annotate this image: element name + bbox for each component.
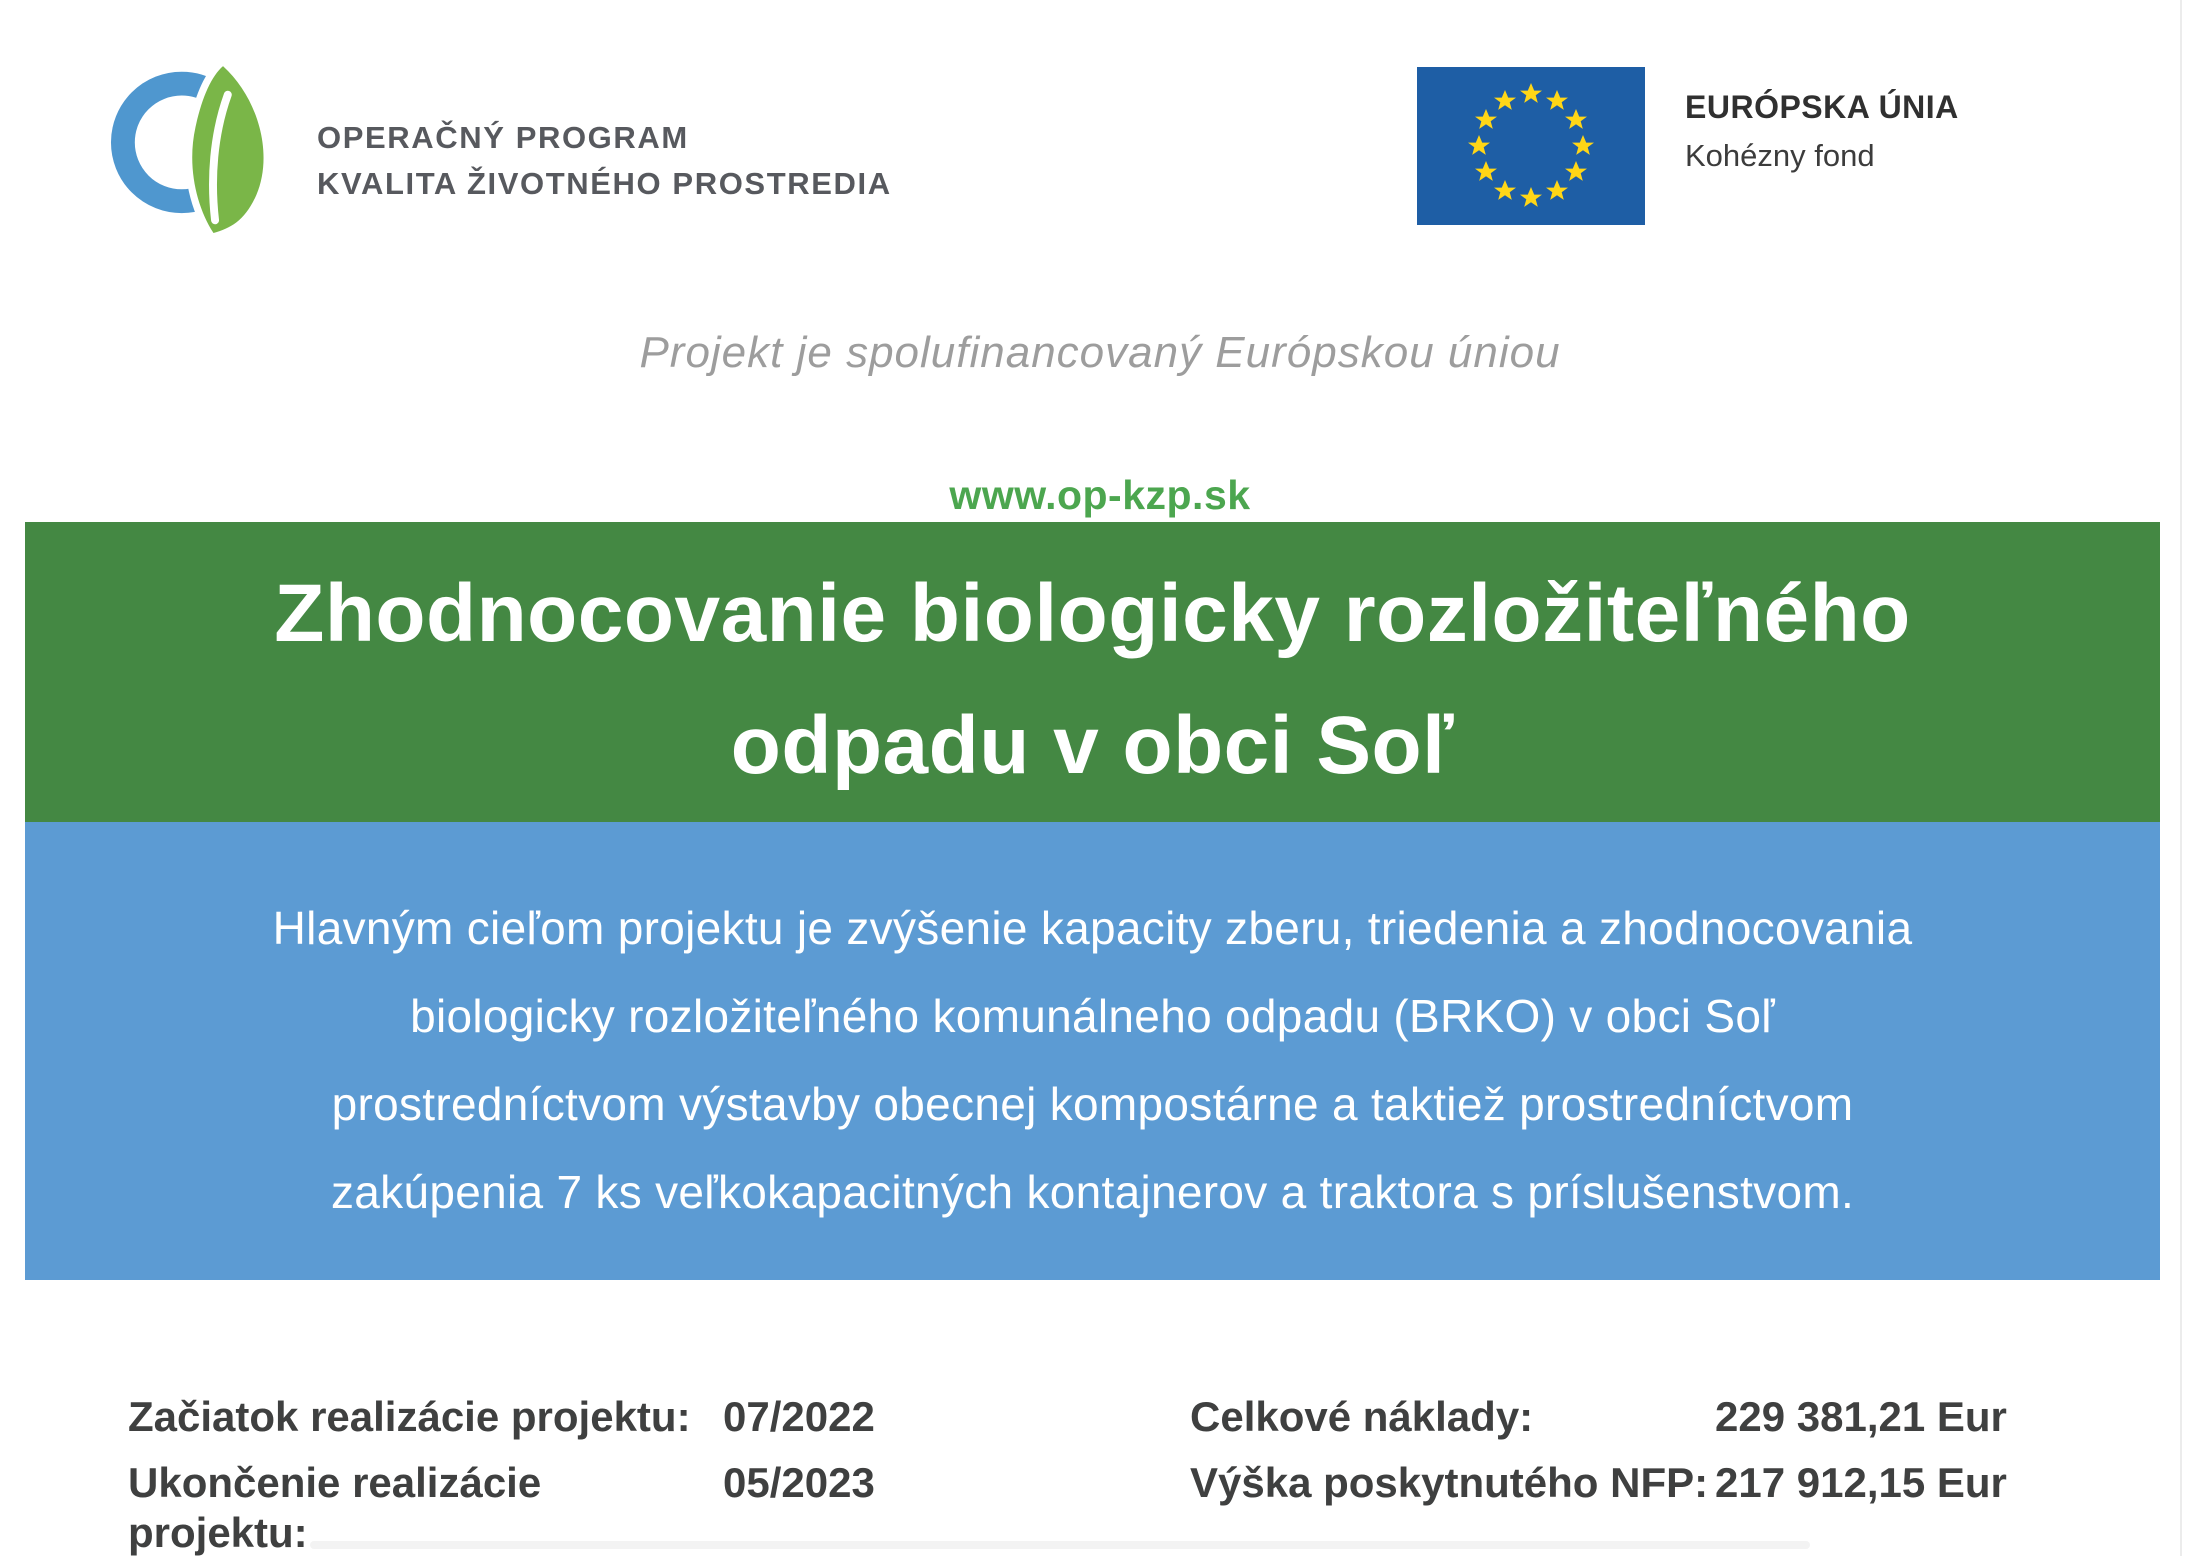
- eu-fund-label: Kohézny fond: [1685, 138, 1875, 173]
- start-date-label: Začiatok realizácie projektu:: [128, 1393, 691, 1440]
- eu-union-label: EURÓPSKA ÚNIA: [1685, 89, 1959, 125]
- description-line: biologicky rozložiteľného komunálneho odpadu (BRKO) v obci Soľ: [410, 990, 1775, 1042]
- eu-group: [1417, 67, 1959, 225]
- nfp-amount-label: Výška poskytnutého NFP:: [1190, 1459, 1709, 1506]
- project-title-banner: [25, 522, 2160, 822]
- program-name: [317, 81, 892, 207]
- total-costs-label: Celkové náklady:: [1190, 1393, 1534, 1440]
- eu-text: [1685, 67, 1959, 225]
- cofinance-note: Projekt je spolufinancovaný Európskou úniou: [639, 328, 1561, 377]
- website-url: www.op-kzp.sk: [949, 472, 1251, 518]
- op-kzp-leaf-logo-icon: [103, 55, 289, 233]
- start-date-value: 07/2022: [723, 1393, 875, 1440]
- end-date-label: Ukončenie realizácie projektu:: [128, 1459, 542, 1556]
- description-line: prostredníctvom výstavby obecnej kompostárne a taktiež prostredníctvom: [331, 1078, 1854, 1130]
- total-costs-value: 229 381,21 Eur: [1715, 1393, 2007, 1440]
- end-date-value: 05/2023: [723, 1459, 875, 1506]
- project-title-line1: Zhodnocovanie biologicky rozložiteľného: [274, 568, 1911, 659]
- program-name-line1: OPERAČNÝ PROGRAM: [317, 120, 689, 155]
- project-description-panel: [25, 822, 2160, 1280]
- description-line: zakúpenia 7 ks veľkokapacitných kontajnerov a traktora s príslušenstvom.: [330, 1166, 1855, 1218]
- program-name-line2: KVALITA ŽIVOTNÉHO PROSTREDIA: [317, 166, 892, 201]
- description-line: Hlavným cieľom projektu je zvýšenie kapacity zberu, triedenia a zhodnocovania: [272, 902, 1913, 954]
- program-logo-group: [103, 55, 892, 233]
- project-costs-block: [1190, 1392, 2007, 1508]
- project-dates-block: [128, 1392, 875, 1556]
- scan-artifact-line: [2180, 0, 2182, 1556]
- nfp-amount-value: 217 912,15 Eur: [1715, 1459, 2007, 1506]
- eu-flag-icon: [1417, 67, 1645, 225]
- project-title-line2: odpadu v obci Soľ: [730, 700, 1455, 791]
- scan-artifact-smudge: [310, 1541, 1810, 1549]
